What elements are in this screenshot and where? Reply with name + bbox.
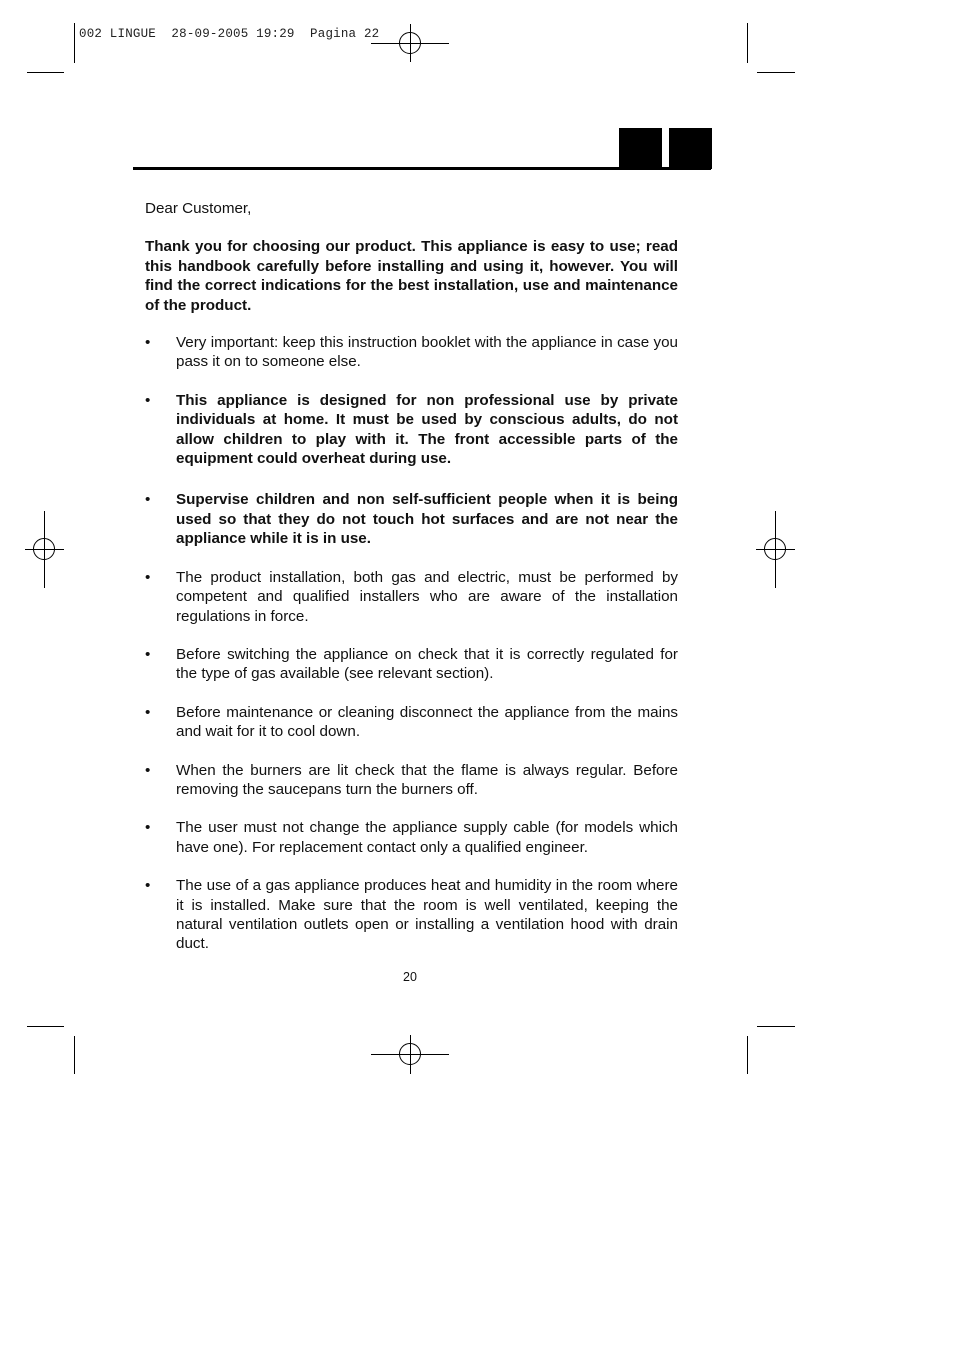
list-item-text: Before switching the appliance on check that it is correctly regulated for the type of gas available (see relevant section). [176,645,678,683]
list-item-text: Before maintenance or cleaning disconnect the appliance from the mains and wait for it to cool down. [176,703,678,741]
crop-mark-top-right-vertical [747,23,748,63]
bullet: • [145,877,151,895]
crop-mark-top-left-vertical [74,23,75,63]
greeting: Dear Customer, [145,200,252,217]
print-slug: 002 LINGUE 28-09-2005 19:29 Pagina 22 [79,27,380,41]
registration-mark-top-circle [399,32,421,54]
list-item-text: The user must not change the appliance supply cable (for models which have one). For replacement contact only a qualified engineer. [176,819,678,856]
list-item-text: The product installation, both gas and electric, must be performed by competent and qualified installers who are aware of the installation regulations in force. [176,568,678,625]
bullet: • [145,334,151,352]
crop-mark-bottom-left-horizontal [27,1026,64,1027]
crop-mark-bottom-right-horizontal [757,1026,795,1027]
list-item [145,568,678,626]
registration-mark-right-circle [764,538,786,560]
registration-mark-bottom-circle [399,1043,421,1065]
list-item [145,818,678,857]
list-item [145,391,678,469]
list-item [145,490,678,548]
page-content [145,199,678,973]
crop-mark-top-left-horizontal [27,72,64,73]
bullet: • [145,568,151,586]
list-item-text: Very important: keep this instruction booklet with the appliance in case you pass it on to someone else. [176,334,678,371]
section-tab-block-1 [619,128,662,169]
crop-mark-bottom-left-vertical [74,1036,75,1074]
bullet: • [145,645,151,663]
bullet: • [145,703,151,721]
list-item [145,761,678,800]
intro-paragraph: Thank you for choosing our product. This appliance is easy to use; read this handbook carefully before installing and using it, however. You will find the correct indications for the best installation, use and maintenance of the product. [145,238,678,314]
registration-mark-left-circle [33,538,55,560]
crop-mark-top-right-horizontal [757,72,795,73]
bullet: • [145,761,151,779]
list-item-text: When the burners are lit check that the flame is always regular. Before removing the saucepans turn the burners off. [176,761,678,798]
safety-list [145,333,678,954]
list-item [145,333,678,372]
bullet: • [145,491,151,509]
list-item-text: Supervise children and non self-sufficient people when it is being used so that they do not touch hot surfaces and are not near the appliance while it is in use. [176,491,678,548]
list-item [145,645,678,684]
page-number: 20 [403,970,417,984]
section-tab-block-2 [669,128,712,169]
bullet: • [145,391,151,409]
list-item-text: This appliance is designed for non professional use by private individuals at home. It must be used by conscious adults, do not allow children to play with it. The front accessible parts of the equipment could overheat during use. [176,391,678,468]
list-item [145,876,678,954]
list-item [145,703,678,742]
bullet: • [145,819,151,837]
list-item-text: The use of a gas appliance produces heat and humidity in the room where it is installed. Make sure that the room is well ventilated, keeping the natural ventilation outlets open or installing a ventilation hood with drain duct. [176,877,678,953]
crop-mark-bottom-right-vertical [747,1036,748,1074]
